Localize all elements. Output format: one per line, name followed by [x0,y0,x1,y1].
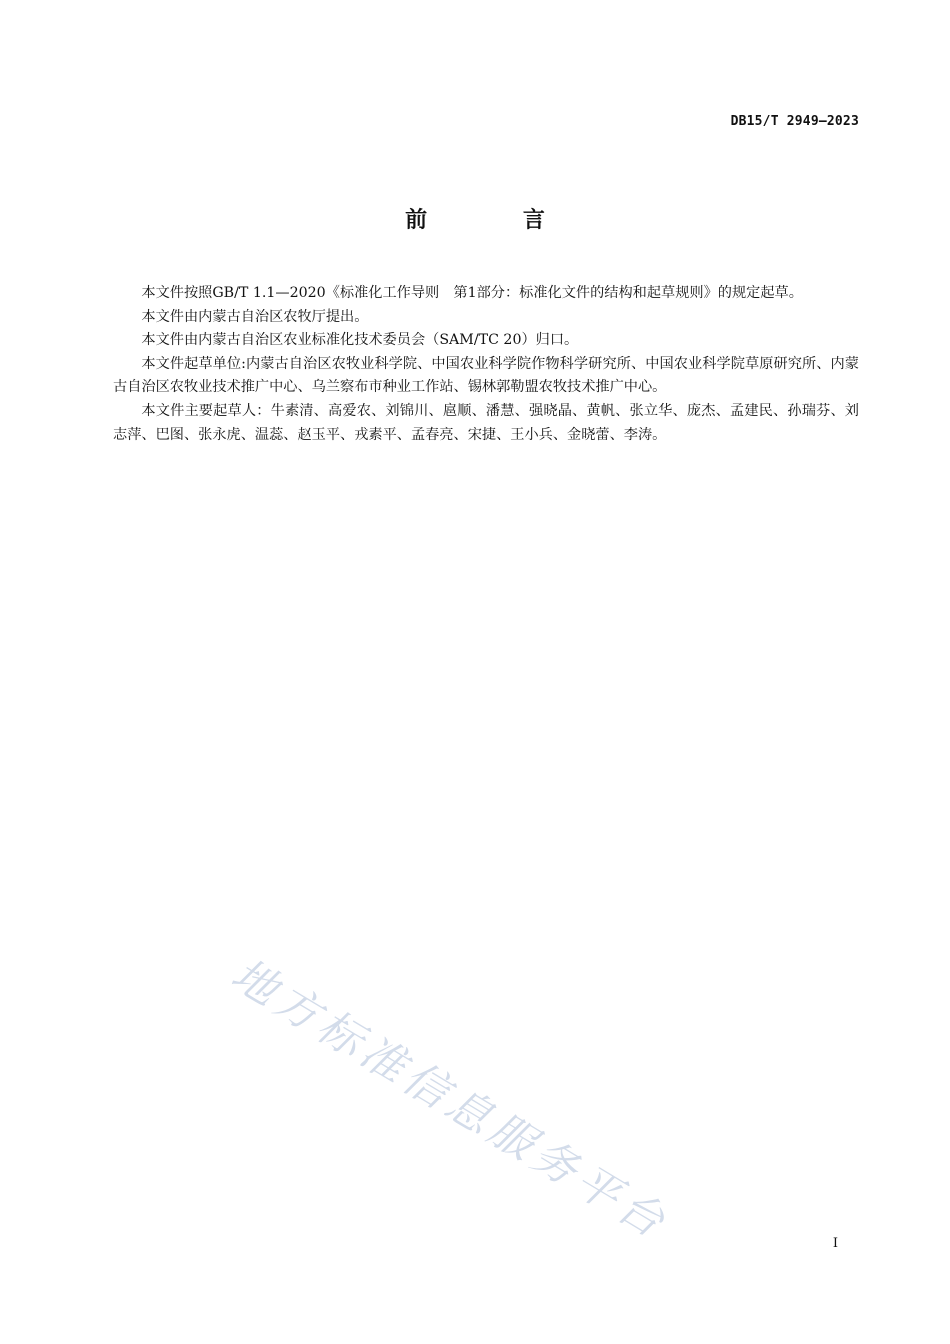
paragraph-centralized-unit: 本文件由内蒙古自治区农业标准化技术委员会（SAM/TC 20）归口。 [141,332,579,349]
foreword-body [113,282,859,447]
page-title: 前 言 [405,208,589,233]
document-code: DB15/T 2949—2023 [730,114,859,129]
page-number: I [832,1236,838,1251]
paragraph-drafting-units: 本文件起草单位:内蒙古自治区农牧业科学院、中国农业科学院作物科学研究所、中国农业科学院草原研究所、内蒙古自治区农牧业技术推广中心、乌兰察布市种业工作站、锡林郭勒盟农牧技术推广中心。 [113,355,859,396]
paragraph-drafters: 本文件主要起草人：牛素清、高爱农、刘锦川、扈顺、潘慧、强晓晶、黄帆、张立华、庞杰、孟建民、孙瑞芬、刘志萍、巴图、张永虎、温蕊、赵玉平、戎素平、孟春亮、宋捷、王小兵、金晓蕾、李涛。 [113,402,859,443]
watermark: 地方标准信息服务平台 [222,948,678,1251]
paragraph-proposer: 本文件由内蒙古自治区农牧厅提出。 [141,308,369,325]
paragraph-drafting-rules: 本文件按照GB/T 1.1—2020《标准化工作导则 第1部分：标准化文件的结构和起草规则》的规定起草。 [141,285,803,301]
